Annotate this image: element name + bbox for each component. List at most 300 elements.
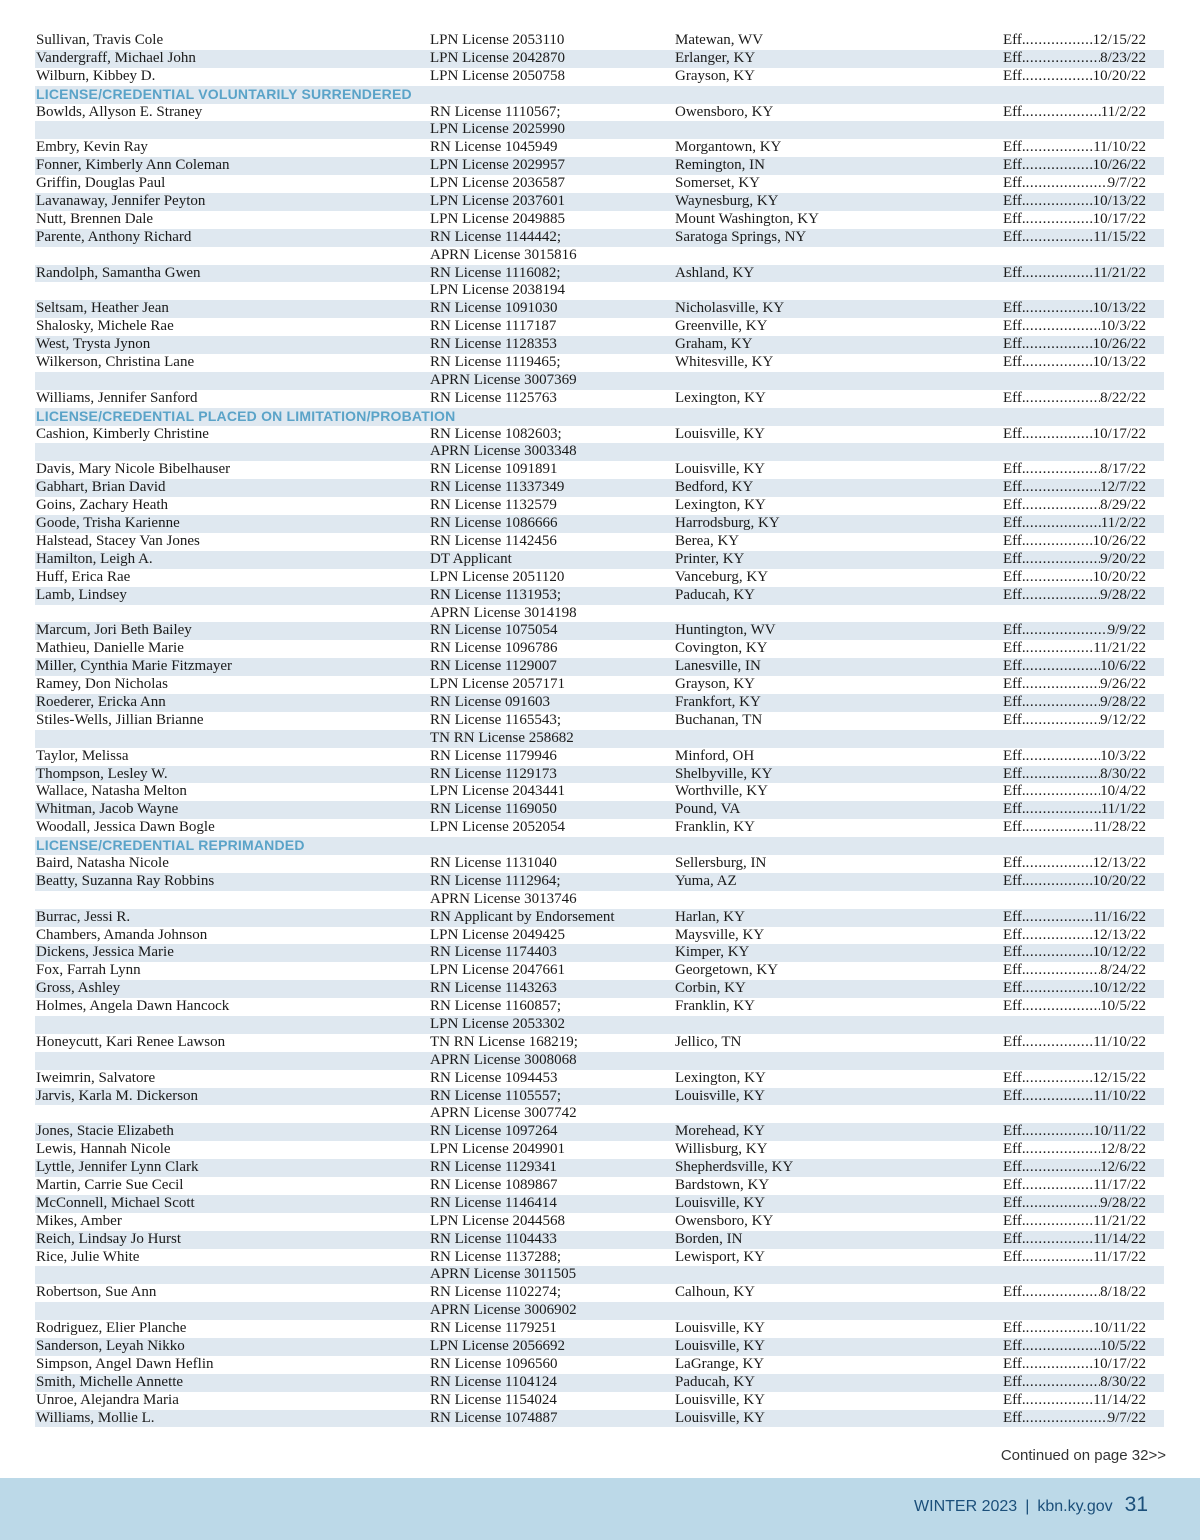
dot-leader: [1026, 998, 1101, 1016]
license-number: RN License 1096560: [430, 1355, 558, 1372]
licensee-location: Lexington, KY: [675, 1069, 766, 1086]
effective-date-value: 10/26/22: [1092, 336, 1146, 353]
licensee-name: Marcum, Jori Beth Bailey: [36, 622, 192, 639]
section-heading-text: LICENSE/CREDENTIAL PLACED ON LIMITATION/PROBATION: [36, 407, 456, 424]
table-row: [35, 944, 1164, 962]
effective-date-value: 10/3/22: [1100, 747, 1146, 764]
licensee-name: Roederer, Ericka Ann: [36, 693, 166, 710]
effective-date-value: 11/21/22: [1093, 640, 1146, 657]
licensee-location: Willisburg, KY: [675, 1141, 768, 1158]
licensee-location: Calhoun, KY: [675, 1284, 755, 1301]
effective-date: [1003, 229, 1146, 247]
effective-date: [1003, 587, 1146, 605]
license-number: LPN License 2049885: [430, 210, 565, 227]
effective-date: [1003, 569, 1146, 587]
license-number: RN License 1094453: [430, 1069, 558, 1086]
license-number: DT Applicant: [430, 550, 512, 567]
effective-date-value: 10/13/22: [1092, 193, 1146, 210]
effective-label: Eff.: [1003, 1123, 1026, 1140]
effective-date-value: 10/4/22: [1100, 783, 1146, 800]
licensee-location: Bardstown, KY: [675, 1177, 770, 1193]
license-number: RN License 1086666: [430, 515, 558, 532]
license-number: RN License 1097264: [430, 1123, 558, 1140]
dot-leader: [1026, 139, 1094, 157]
licensee-name: Lyttle, Jennifer Lynn Clark: [36, 1159, 199, 1176]
effective-date: [1003, 783, 1146, 801]
table-row: [35, 1034, 1164, 1052]
licensee-name: Sullivan, Travis Cole: [36, 32, 164, 48]
table-row: [35, 32, 1164, 50]
effective-date-value: 11/2/22: [1100, 515, 1146, 532]
licensee-location: Minford, OH: [675, 747, 755, 764]
license-number: RN License 1137288;: [430, 1248, 562, 1265]
dot-leader: [1026, 50, 1101, 68]
licensee-name: Mathieu, Danielle Marie: [36, 640, 184, 657]
dot-leader: [1026, 1034, 1094, 1052]
license-number: RN License 1082603;: [430, 425, 562, 442]
license-number: RN License 1119465;: [430, 354, 561, 371]
dot-leader: [1026, 479, 1101, 497]
license-number: APRN License 3007742: [430, 1105, 577, 1122]
table-row: [35, 658, 1164, 676]
dot-leader: [1026, 175, 1108, 193]
license-number: RN License 1144442;: [430, 228, 562, 245]
effective-label: Eff.: [1003, 1159, 1026, 1176]
license-number: RN License 1105557;: [430, 1087, 562, 1104]
effective-label: Eff.: [1003, 872, 1026, 889]
license-number: APRN License 3014198: [430, 604, 577, 621]
license-number: LPN License 2053110: [430, 32, 565, 48]
effective-date: [1003, 1070, 1146, 1088]
table-row: [35, 819, 1164, 837]
effective-label: Eff.: [1003, 640, 1026, 657]
licensee-location: Paducah, KY: [675, 586, 755, 603]
effective-date: [1003, 193, 1146, 211]
effective-label: Eff.: [1003, 1320, 1026, 1337]
license-number: TN RN License 258682: [430, 729, 574, 746]
dot-leader: [1026, 1410, 1108, 1428]
licensee-name: Taylor, Melissa: [36, 747, 129, 764]
license-number: LPN License 2036587: [430, 175, 565, 192]
effective-date-value: 8/24/22: [1100, 962, 1146, 979]
dot-leader: [1026, 1374, 1101, 1392]
effective-date-value: 11/21/22: [1093, 264, 1146, 281]
table-row: [35, 927, 1164, 945]
licensee-location: Grayson, KY: [675, 676, 755, 693]
effective-label: Eff.: [1003, 944, 1026, 961]
effective-date-value: 11/28/22: [1093, 819, 1146, 836]
table-row-continuation: [35, 1302, 1164, 1320]
effective-date-value: 11/15/22: [1093, 228, 1146, 245]
table-row: [35, 640, 1164, 658]
effective-label: Eff.: [1003, 926, 1026, 943]
effective-date-value: 11/10/22: [1093, 1087, 1146, 1104]
license-number: LPN License 2049425: [430, 926, 565, 943]
licensee-name: Miller, Cynthia Marie Fitzmayer: [36, 658, 233, 675]
table-row: [35, 104, 1164, 122]
effective-label: Eff.: [1003, 1230, 1026, 1247]
effective-date: [1003, 1123, 1146, 1141]
table-row: [35, 551, 1164, 569]
dot-leader: [1026, 104, 1101, 122]
effective-date-value: 8/30/22: [1100, 765, 1146, 782]
table-row: [35, 1338, 1164, 1356]
table-row: [35, 998, 1164, 1016]
licensee-location: Saratoga Springs, NY: [675, 228, 807, 245]
table-row: [35, 50, 1164, 68]
table-row: [35, 676, 1164, 694]
licensee-location: Sellersburg, IN: [675, 854, 767, 871]
table-row: [35, 1123, 1164, 1141]
licensee-name: Iweimrin, Salvatore: [36, 1069, 156, 1086]
license-number: RN License 1045949: [430, 139, 558, 156]
license-number: LPN License 2052054: [430, 819, 565, 836]
licensee-location: Louisville, KY: [675, 425, 765, 442]
effective-date: [1003, 801, 1146, 819]
effective-label: Eff.: [1003, 157, 1026, 174]
effective-date: [1003, 354, 1146, 372]
table-row: [35, 1213, 1164, 1231]
licensee-location: Vanceburg, KY: [675, 568, 769, 585]
license-number: RN License 1091891: [430, 461, 558, 478]
effective-date-value: 12/8/22: [1100, 1141, 1146, 1158]
dot-leader: [1026, 1338, 1101, 1356]
table-row-continuation: [35, 730, 1164, 748]
dot-leader: [1026, 1195, 1101, 1213]
dot-leader: [1026, 909, 1094, 927]
effective-label: Eff.: [1003, 532, 1026, 549]
licensee-location: Franklin, KY: [675, 998, 755, 1015]
effective-date-value: 11/17/22: [1093, 1248, 1146, 1265]
effective-date: [1003, 712, 1146, 730]
licensee-name: Randolph, Samantha Gwen: [36, 264, 201, 281]
licensee-location: Somerset, KY: [675, 175, 760, 192]
table-row-continuation: [35, 1105, 1164, 1123]
dot-leader: [1026, 515, 1101, 533]
dot-leader: [1026, 587, 1101, 605]
licensee-location: Buchanan, TN: [675, 711, 763, 728]
licensee-name: Rice, Julie White: [36, 1248, 140, 1265]
dot-leader: [1026, 783, 1101, 801]
effective-date-value: 9/28/22: [1100, 693, 1146, 710]
table-row: [35, 139, 1164, 157]
licensee-name: Honeycutt, Kari Renee Lawson: [36, 1033, 226, 1050]
table-row-continuation: [35, 282, 1164, 300]
licensee-name: Simpson, Angel Dawn Heflin: [36, 1355, 214, 1372]
effective-label: Eff.: [1003, 783, 1026, 800]
licensee-location: Grayson, KY: [675, 67, 755, 84]
dot-leader: [1026, 694, 1101, 712]
licensee-name: Seltsam, Heather Jean: [36, 300, 169, 317]
table-row-continuation: [35, 372, 1164, 390]
table-row-continuation: [35, 1266, 1164, 1284]
effective-label: Eff.: [1003, 228, 1026, 245]
section-heading: [35, 408, 1164, 426]
dot-leader: [1026, 1392, 1094, 1410]
license-number: RN License 1096786: [430, 640, 558, 657]
effective-label: Eff.: [1003, 801, 1026, 818]
effective-date-value: 11/21/22: [1093, 1212, 1146, 1229]
dot-leader: [1026, 1123, 1094, 1141]
dot-leader: [1026, 68, 1093, 86]
table-row: [35, 68, 1164, 86]
table-row-continuation: [35, 891, 1164, 909]
licensee-name: Wallace, Natasha Melton: [36, 783, 187, 800]
licensee-name: Beatty, Suzanna Ray Robbins: [36, 872, 215, 889]
dot-leader: [1026, 855, 1093, 873]
effective-date-value: 12/15/22: [1092, 1069, 1146, 1086]
licensee-name: Wilburn, Kibbey D.: [36, 67, 156, 84]
licensee-name: Baird, Natasha Nicole: [36, 854, 169, 871]
effective-date-value: 11/10/22: [1093, 139, 1146, 156]
effective-date: [1003, 1177, 1146, 1195]
effective-date: [1003, 944, 1146, 962]
effective-label: Eff.: [1003, 819, 1026, 836]
licensee-location: Louisville, KY: [675, 1391, 765, 1408]
licensee-location: Owensboro, KY: [675, 1212, 774, 1229]
effective-date: [1003, 515, 1146, 533]
table-row-continuation: [35, 1016, 1164, 1034]
dot-leader: [1026, 1088, 1094, 1106]
license-number: LPN License 2025990: [430, 121, 565, 138]
dot-leader: [1026, 229, 1094, 247]
licensee-location: Morgantown, KY: [675, 139, 782, 156]
table-row: [35, 175, 1164, 193]
licensee-name: Halstead, Stacey Van Jones: [36, 532, 200, 549]
effective-label: Eff.: [1003, 1373, 1026, 1390]
dot-leader: [1026, 676, 1101, 694]
effective-date: [1003, 1141, 1146, 1159]
effective-label: Eff.: [1003, 103, 1026, 120]
section-heading-text: LICENSE/CREDENTIAL VOLUNTARILY SURRENDERED: [36, 85, 412, 102]
effective-label: Eff.: [1003, 568, 1026, 585]
license-number: LPN License 2042870: [430, 49, 565, 66]
dot-leader: [1026, 1284, 1101, 1302]
effective-date-value: 9/28/22: [1100, 1194, 1146, 1211]
effective-date-value: 10/26/22: [1092, 532, 1146, 549]
licensee-name: Smith, Michelle Annette: [36, 1373, 184, 1390]
dot-leader: [1026, 354, 1093, 372]
licensee-name: Parente, Anthony Richard: [36, 228, 192, 245]
effective-date: [1003, 1231, 1146, 1249]
license-number: LPN License 2050758: [430, 67, 565, 84]
license-number: APRN License 3007369: [430, 371, 577, 388]
effective-date-value: 12/15/22: [1092, 32, 1146, 48]
licensee-name: Robertson, Sue Ann: [36, 1284, 157, 1301]
effective-label: Eff.: [1003, 980, 1026, 997]
dot-leader: [1026, 712, 1101, 730]
licensee-location: Jellico, TN: [675, 1033, 742, 1050]
table-row: [35, 980, 1164, 998]
license-number: RN License 1117187: [430, 318, 557, 335]
licensee-location: Graham, KY: [675, 336, 753, 353]
licensee-name: Thompson, Lesley W.: [36, 765, 168, 782]
licensee-name: Burrac, Jessi R.: [36, 908, 131, 925]
licensee-name: Nutt, Brennen Dale: [36, 210, 154, 227]
license-number: RN License 1169050: [430, 801, 557, 818]
dot-leader: [1026, 927, 1093, 945]
effective-date: [1003, 1320, 1146, 1338]
licensee-name: Wilkerson, Christina Lane: [36, 354, 195, 371]
dot-leader: [1026, 873, 1093, 891]
table-row: [35, 855, 1164, 873]
licensee-name: Gabhart, Brian David: [36, 479, 166, 496]
licensee-name: Gross, Ashley: [36, 980, 121, 997]
table-row: [35, 1159, 1164, 1177]
license-number: TN RN License 168219;: [430, 1033, 578, 1050]
effective-label: Eff.: [1003, 693, 1026, 710]
effective-label: Eff.: [1003, 461, 1026, 478]
effective-date-value: 8/30/22: [1100, 1373, 1146, 1390]
license-number: RN License 1110567;: [430, 103, 561, 120]
licensee-location: LaGrange, KY: [675, 1355, 765, 1372]
effective-date: [1003, 533, 1146, 551]
site-link[interactable]: kbn.ky.gov: [1037, 1498, 1113, 1515]
licensee-location: Morehead, KY: [675, 1123, 765, 1140]
licensee-location: Borden, IN: [675, 1230, 743, 1247]
effective-date: [1003, 300, 1146, 318]
effective-date: [1003, 1356, 1146, 1374]
dot-leader: [1026, 944, 1093, 962]
effective-date-value: 10/13/22: [1092, 300, 1146, 317]
table-row: [35, 766, 1164, 784]
licensee-location: Georgetown, KY: [675, 962, 779, 979]
licensee-name: Sanderson, Leyah Nikko: [36, 1338, 185, 1355]
licensee-location: Louisville, KY: [675, 1194, 765, 1211]
effective-date-value: 10/12/22: [1092, 980, 1146, 997]
licensee-name: Stiles-Wells, Jillian Brianne: [36, 711, 204, 728]
table-row: [35, 783, 1164, 801]
effective-label: Eff.: [1003, 711, 1026, 728]
effective-date: [1003, 1284, 1146, 1302]
continued-note[interactable]: Continued on page 32>>: [1000, 1447, 1166, 1464]
effective-date-value: 9/20/22: [1100, 550, 1146, 567]
effective-date-value: 10/20/22: [1092, 67, 1146, 84]
license-number: RN License 1146414: [430, 1194, 557, 1211]
license-number: RN License 1129341: [430, 1159, 557, 1176]
effective-label: Eff.: [1003, 175, 1026, 192]
page-number: 31: [1124, 1493, 1148, 1516]
license-number: APRN License 3013746: [430, 890, 577, 907]
licensee-location: Louisville, KY: [675, 1409, 765, 1426]
effective-date: [1003, 1392, 1146, 1410]
effective-date-value: 11/10/22: [1093, 1033, 1146, 1050]
effective-label: Eff.: [1003, 1391, 1026, 1408]
effective-label: Eff.: [1003, 550, 1026, 567]
license-number: APRN License 3006902: [430, 1302, 577, 1319]
licensee-name: Bowlds, Allyson E. Straney: [36, 103, 203, 120]
licensee-name: Martin, Carrie Sue Cecil: [36, 1177, 184, 1193]
effective-date: [1003, 676, 1146, 694]
effective-date-value: 11/1/22: [1100, 801, 1146, 818]
effective-date: [1003, 694, 1146, 712]
licensee-name: Rodriguez, Elier Planche: [36, 1320, 187, 1337]
footer-separator: |: [1025, 1498, 1030, 1515]
effective-date-value: 10/26/22: [1092, 157, 1146, 174]
license-number: RN License 1125763: [430, 389, 557, 406]
effective-date-value: 8/17/22: [1100, 461, 1146, 478]
effective-date: [1003, 1195, 1146, 1213]
licensee-name: Jarvis, Karla M. Dickerson: [36, 1087, 199, 1104]
dot-leader: [1026, 497, 1101, 515]
dot-leader: [1026, 819, 1094, 837]
dot-leader: [1026, 157, 1093, 175]
effective-date: [1003, 175, 1146, 193]
effective-label: Eff.: [1003, 389, 1026, 406]
effective-date: [1003, 265, 1146, 283]
effective-date-value: 10/17/22: [1092, 425, 1146, 442]
effective-label: Eff.: [1003, 49, 1026, 66]
table-row: [35, 1231, 1164, 1249]
table-row: [35, 1070, 1164, 1088]
table-row: [35, 300, 1164, 318]
table-row: [35, 873, 1164, 891]
license-number: LPN License 2049901: [430, 1141, 565, 1158]
license-number: LPN License 2053302: [430, 1015, 565, 1032]
license-number: RN License 1116082;: [430, 264, 561, 281]
table-row: [35, 569, 1164, 587]
effective-date: [1003, 461, 1146, 479]
effective-date: [1003, 497, 1146, 515]
license-number: RN License 1129173: [430, 765, 557, 782]
effective-label: Eff.: [1003, 318, 1026, 335]
table-row: [35, 336, 1164, 354]
dot-leader: [1026, 426, 1093, 444]
table-row: [35, 1284, 1164, 1302]
effective-label: Eff.: [1003, 908, 1026, 925]
effective-date-value: 10/3/22: [1100, 318, 1146, 335]
licensee-location: Louisville, KY: [675, 461, 765, 478]
license-number: RN License 1131040: [430, 854, 557, 871]
license-number: RN License 1132579: [430, 497, 557, 514]
licensee-location: Matewan, WV: [675, 32, 764, 48]
license-number: RN License 1143263: [430, 980, 557, 997]
effective-label: Eff.: [1003, 1338, 1026, 1355]
effective-date: [1003, 336, 1146, 354]
table-row: [35, 1177, 1164, 1195]
license-number: RN License 1074887: [430, 1409, 558, 1426]
dot-leader: [1026, 640, 1094, 658]
effective-label: Eff.: [1003, 1177, 1026, 1193]
licensee-name: Lamb, Lindsey: [36, 586, 127, 603]
licensee-location: Harrodsburg, KY: [675, 515, 780, 532]
licensee-location: Worthville, KY: [675, 783, 768, 800]
licensee-location: Covington, KY: [675, 640, 768, 657]
dot-leader: [1026, 461, 1101, 479]
license-number: RN License 1129007: [430, 658, 557, 675]
table-row: [35, 622, 1164, 640]
license-number: LPN License 2029957: [430, 157, 565, 174]
dot-leader: [1026, 300, 1093, 318]
effective-date: [1003, 873, 1146, 891]
effective-date: [1003, 104, 1146, 122]
dot-leader: [1026, 1231, 1094, 1249]
effective-label: Eff.: [1003, 354, 1026, 371]
licensee-name: West, Trysta Jynon: [36, 336, 151, 353]
effective-label: Eff.: [1003, 622, 1026, 639]
effective-date-value: 11/16/22: [1093, 908, 1146, 925]
table-row-continuation: [35, 121, 1164, 139]
effective-date: [1003, 426, 1146, 444]
licensee-location: Erlanger, KY: [675, 49, 756, 66]
effective-date-value: 9/12/22: [1100, 711, 1146, 728]
effective-label: Eff.: [1003, 1284, 1026, 1301]
effective-label: Eff.: [1003, 1087, 1026, 1104]
table-row: [35, 533, 1164, 551]
licensee-name: Griffin, Douglas Paul: [36, 175, 166, 192]
licensee-location: Paducah, KY: [675, 1373, 755, 1390]
dot-leader: [1026, 980, 1093, 998]
